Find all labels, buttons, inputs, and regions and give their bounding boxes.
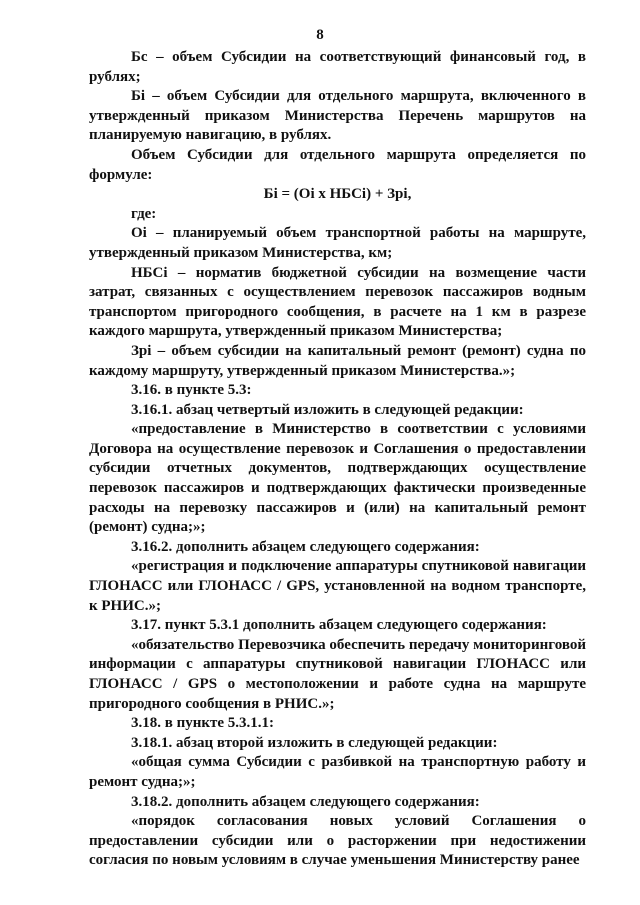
paragraph: «порядок согласования новых условий Соглашения о предоставлении субсидии или о расторжении при недостижении согласия по новым условиям в случае уменьшения Министерству ранее <box>89 813 586 869</box>
paragraph: 3.16. в пункте 5.3: <box>131 382 252 399</box>
paragraph: НБСі – норматив бюджетной субсидии на возмещение части затрат, связанных с осуществлением перевозок пассажиров водным транспортом пригородного сообщения, в расчете на 1 км в разрезе каждого маршрута, утвержденный приказом Министерства; <box>89 264 586 340</box>
page-number: 8 <box>316 27 324 43</box>
paragraph: где: <box>131 205 157 222</box>
formula: Бі = (Оі x НБСі) + Зрі, <box>263 186 412 203</box>
paragraph: Бс – объем Субсидии на соответствующий финансовый год, в рублях; <box>89 49 586 85</box>
paragraph: «общая сумма Субсидии с разбивкой на транспортную работу и ремонт судна;»; <box>89 754 586 790</box>
paragraph: 3.17. пункт 5.3.1 дополнить абзацем следующего содержания: <box>131 617 547 634</box>
paragraph: 3.18.1. абзац второй изложить в следующей редакции: <box>131 734 498 751</box>
paragraph: 3.18.2. дополнить абзацем следующего содержания: <box>131 793 480 810</box>
paragraph: Бі – объем Субсидии для отдельного маршрута, включенного в утвержденный приказом Министерства Перечень маршрутов на планируемую навигацию, в рублях. <box>89 88 586 144</box>
paragraph: Объем Субсидии для отдельного маршрута определяется по формуле: <box>89 146 586 183</box>
paragraph: 3.16.2. дополнить абзацем следующего содержания: <box>131 538 480 555</box>
paragraph: «обязательство Перевозчика обеспечить передачу мониторинговой информации с аппаратуры спутниковой навигации ГЛОНАСС или ГЛОНАСС / GPS о местоположении и работе судна на маршруте пригородного сообщения в РНИС.»; <box>89 636 586 712</box>
paragraph: Оі – планируемый объем транспортной работы на маршруте, утвержденный приказом Министерства, км; <box>89 225 586 261</box>
paragraph: Зрі – объем субсидии на капитальный ремонт (ремонт) судна по каждому маршруту, утвержденный приказом Министерства.»; <box>89 342 586 379</box>
paragraph: 3.16.1. абзац четвертый изложить в следующей редакции: <box>131 401 524 418</box>
paragraph: «предоставление в Министерство в соответствии с условиями Договора на осуществление перевозок и Соглашения о предоставлении субсидии отчетных документов, подтверждающих осуществление перевозок пассажиров и подтверждающих фактически произведенные расходы на перевозку пассажиров и (или) на капитальный ремонт (ремонт) судна;»; <box>89 421 586 536</box>
paragraph: «регистрация и подключение аппаратуры спутниковой навигации ГЛОНАСС или ГЛОНАСС / GPS, установленной на водном транспорте, к РНИС.»; <box>89 558 586 614</box>
paragraph: 3.18. в пункте 5.3.1.1: <box>131 715 275 732</box>
document-body <box>89 48 586 871</box>
